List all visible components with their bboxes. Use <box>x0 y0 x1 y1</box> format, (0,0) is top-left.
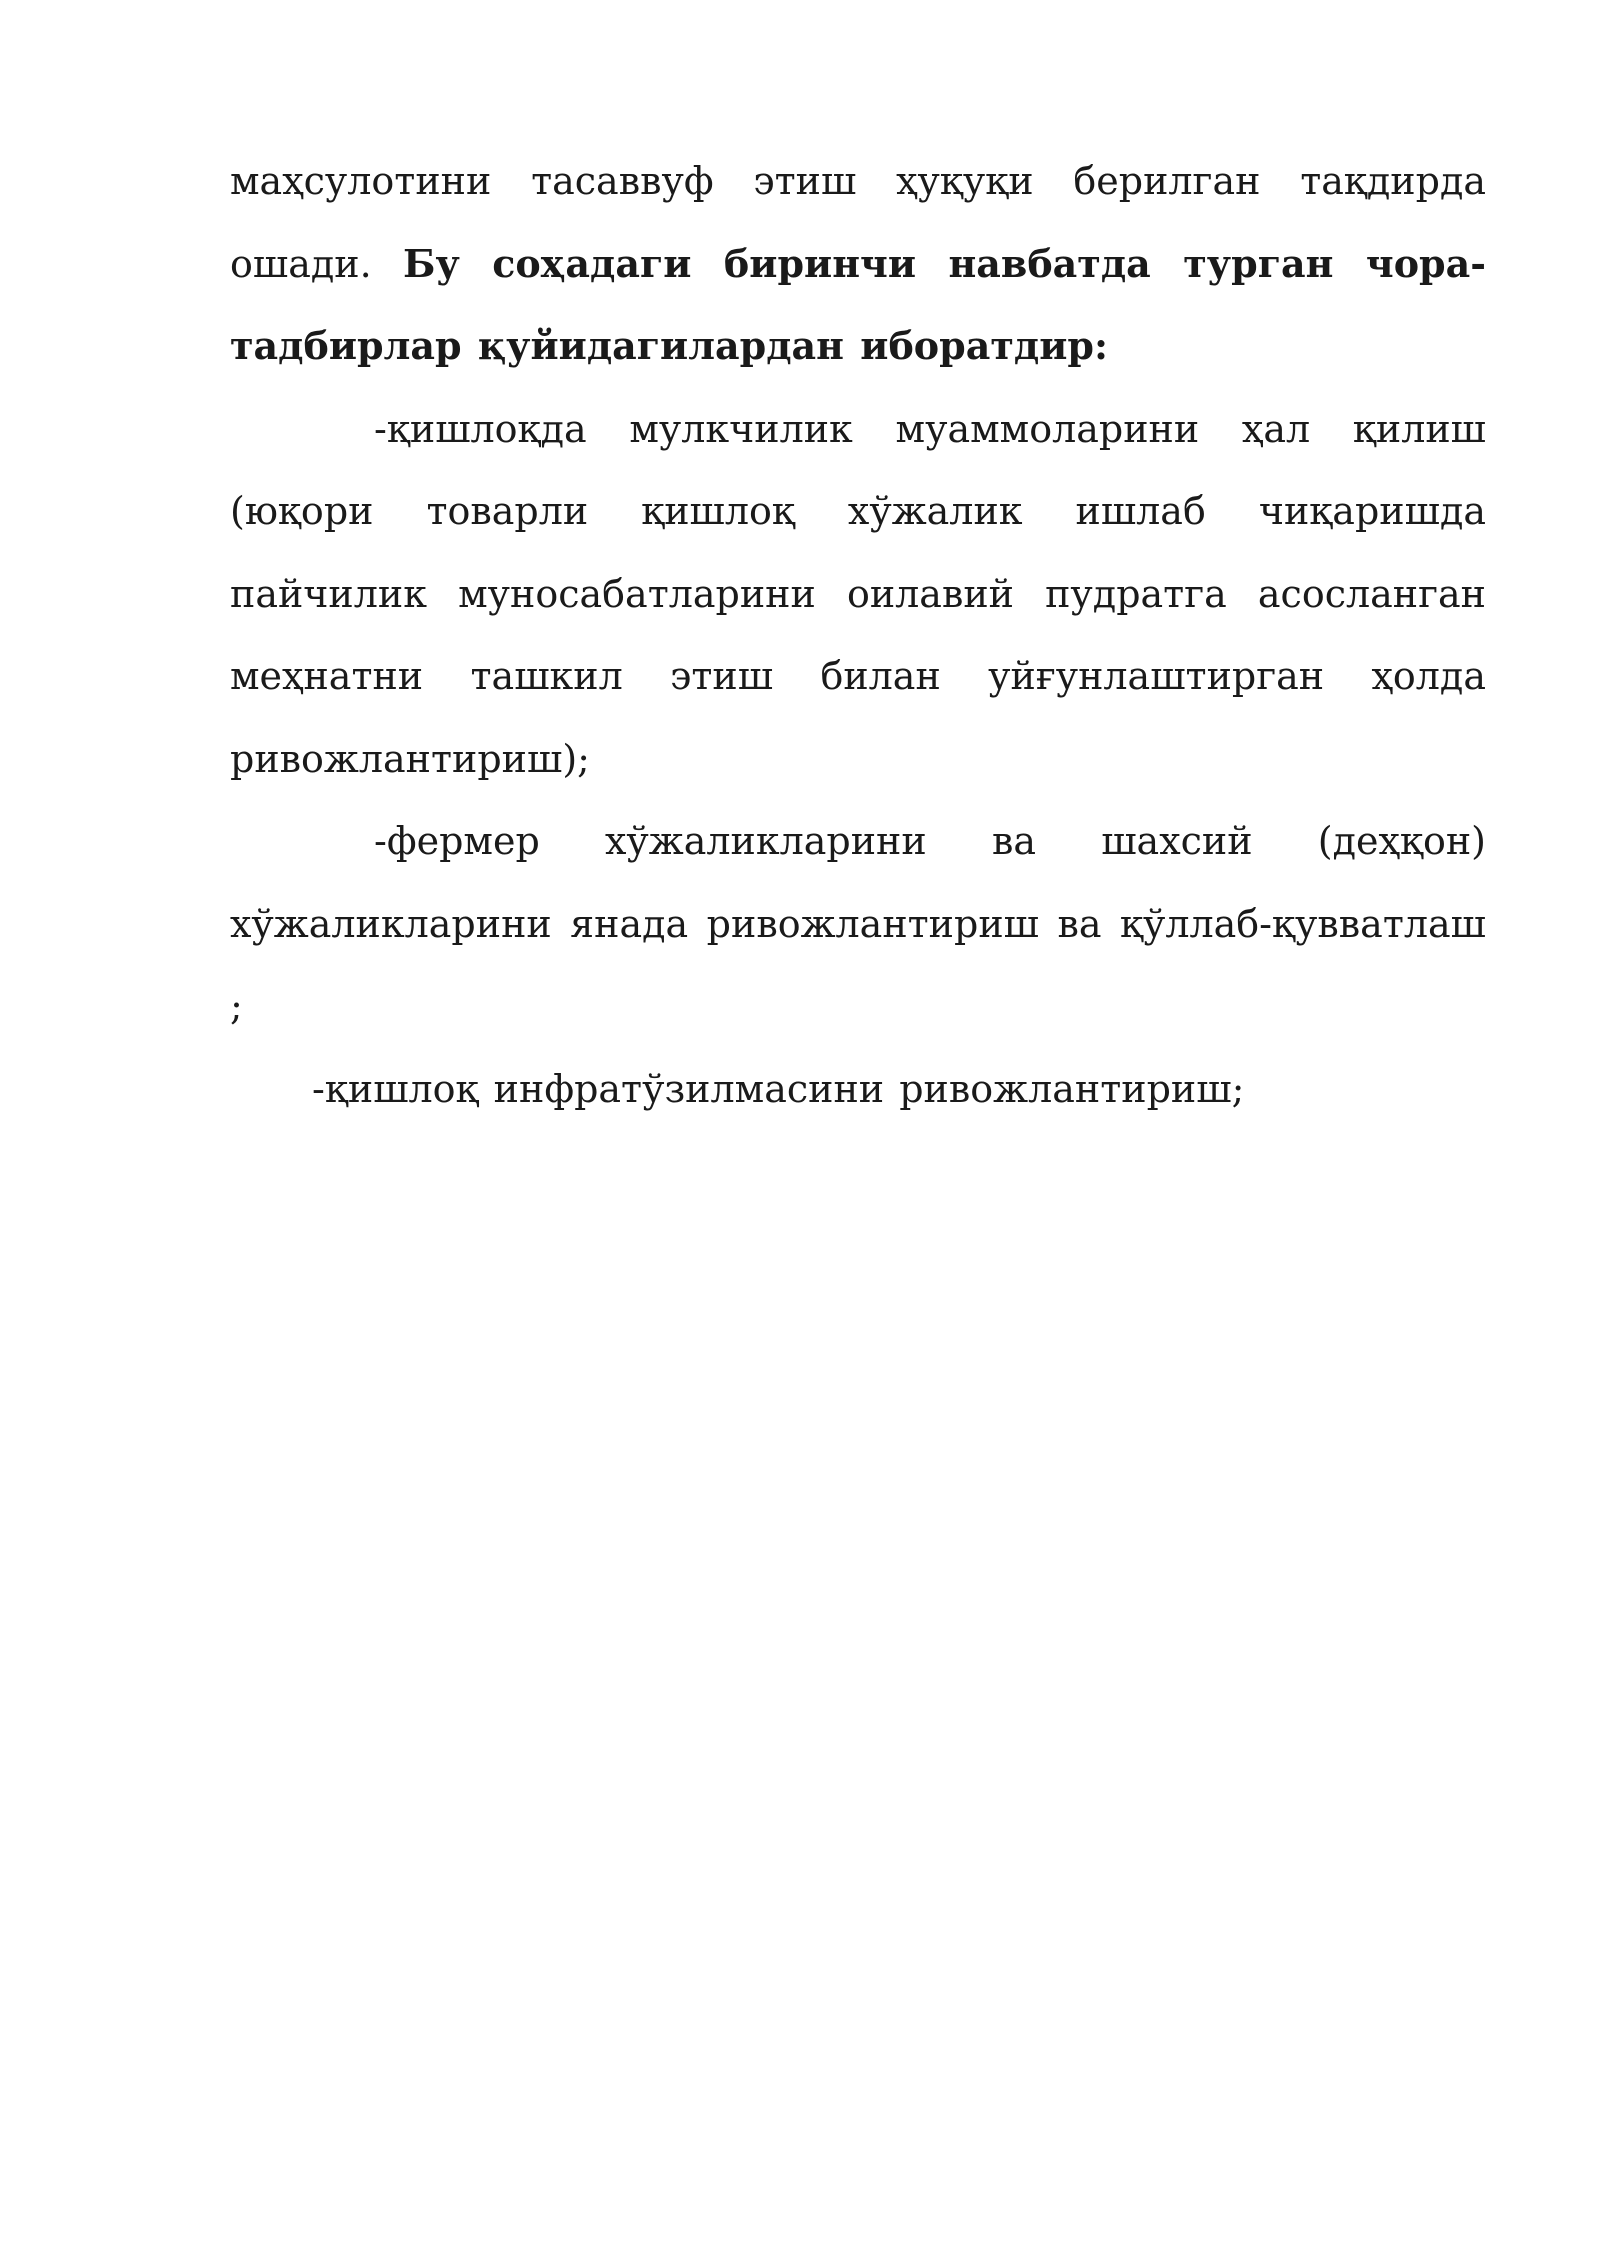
intro-text: маҳсулотини тасаввуф этиш ҳуқуқи берилган тақдирда ошади. <box>230 159 1486 286</box>
list-item-farms: -фермер хўжаликларини ва шахсий (деҳқон) хўжаликларини янада ривожлантириш ва қўллаб-қувватлаш ; <box>230 819 1486 1028</box>
list-item-infrastructure: -қишлоқ инфратўзилмасини ривожлантириш; <box>312 1066 1245 1111</box>
list-item-ownership: -қишлоқда мулкчилик муаммоларини ҳал қилиш (юқори товарли қишлоқ хўжалик ишлаб чиқаришда пайчилик муносабатларини оилавий пудратга асосланган меҳнатни ташкил этиш билан уйғунлаштирган ҳолда ривожлантириш); <box>230 406 1486 781</box>
document-body <box>230 140 1486 1130</box>
intro-paragraph <box>230 140 1486 388</box>
intro-bold-text: Бу соҳадаги биринчи навбатда турган чора-тадбирлар қуйидагилардан иборатдир: <box>230 240 1487 368</box>
